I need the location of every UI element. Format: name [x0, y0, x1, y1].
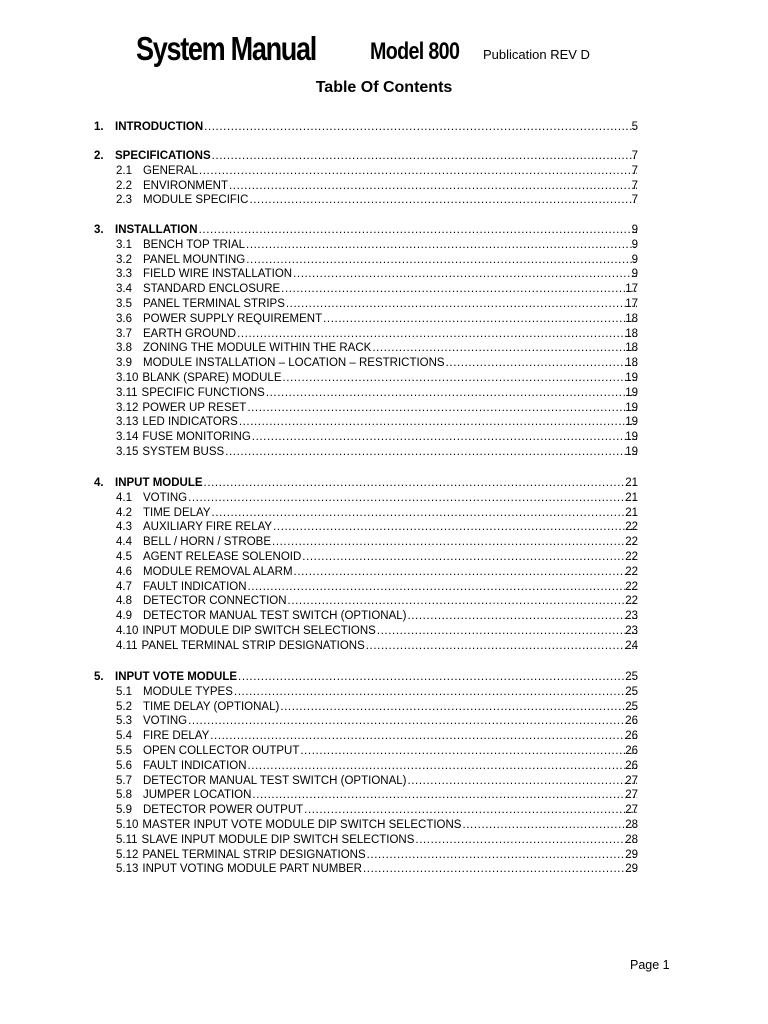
toc-entry — [143, 520, 638, 535]
dot-leader — [281, 282, 637, 297]
toc-subsection-row[interactable] — [0, 401, 768, 416]
subsection-title: FUSE MONITORING — [142, 431, 251, 444]
subsection-page-number: 23 — [625, 625, 638, 637]
subsection-title: PANEL TERMINAL STRIP DESIGNATIONS — [142, 848, 366, 861]
subsection-page-number: 28 — [625, 819, 638, 831]
subsection-number: 3.8 — [116, 342, 132, 355]
toc-entry — [143, 550, 638, 565]
dot-leader — [377, 624, 637, 639]
toc-entry — [116, 624, 638, 639]
toc-subsection-row[interactable] — [0, 491, 768, 506]
subsection-title: PANEL TERMINAL STRIP DESIGNATIONS — [141, 639, 365, 652]
subsection-title: JUMPER LOCATION — [143, 789, 252, 802]
subsection-page-number: 22 — [625, 565, 638, 578]
toc-subsection-row[interactable] — [0, 327, 768, 342]
subsection-number: 3.15 — [116, 446, 139, 458]
subsection-title: TIME DELAY (OPTIONAL) — [143, 700, 280, 713]
toc-entry — [143, 609, 638, 624]
toc-entry — [116, 848, 638, 863]
section-number: 1. — [94, 121, 104, 133]
subsection-title: PANEL TERMINAL STRIPS — [143, 298, 285, 310]
subsection-number: 3.2 — [116, 253, 132, 266]
section-title: INPUT VOTE MODULE — [115, 671, 238, 683]
dot-leader — [288, 594, 637, 609]
subsection-title: BELL / HORN / STROBE — [143, 536, 272, 549]
section-title: INSTALLATION — [115, 224, 198, 236]
subsection-number: 3.1 — [116, 238, 132, 251]
subsection-number: 3.4 — [116, 283, 132, 296]
section-number: 5. — [94, 671, 104, 683]
toc-entry — [143, 312, 638, 327]
toc-entry — [143, 267, 638, 282]
toc-entry — [143, 565, 638, 580]
toc-entry — [143, 580, 638, 595]
subsection-title: SYSTEM BUSS — [142, 446, 225, 458]
dot-leader — [407, 609, 637, 624]
subsection-number: 3.3 — [116, 268, 132, 281]
toc-subsection-row[interactable] — [0, 580, 768, 595]
subsection-page-number: 27 — [625, 789, 638, 802]
subsection-title: INPUT MODULE DIP SWITCH SELECTIONS — [142, 625, 376, 637]
toc-subsection-row[interactable] — [0, 609, 768, 624]
toc-entry — [143, 164, 638, 179]
subsection-title: FIELD WIRE INSTALLATION — [143, 268, 293, 281]
toc-subsection-row[interactable] — [0, 639, 768, 654]
section-page-number: 25 — [625, 671, 638, 683]
toc-entry — [143, 744, 638, 759]
toc-subsection-row[interactable] — [0, 803, 768, 818]
section-page-number: 5 — [631, 121, 638, 133]
dot-leader — [237, 327, 637, 342]
subsection-page-number: 24 — [625, 639, 638, 652]
toc-subsection-row[interactable] — [0, 565, 768, 580]
dot-leader — [363, 862, 637, 877]
toc-entry — [143, 803, 638, 818]
toc-entry — [143, 193, 638, 208]
toc-subsection-row[interactable] — [0, 744, 768, 759]
subsection-number: 4.11 — [116, 639, 138, 652]
subsection-title: LED INDICATORS — [142, 416, 238, 429]
subsection-number: 2.1 — [116, 164, 132, 177]
dot-leader — [323, 312, 637, 327]
dot-leader — [273, 520, 637, 535]
subsection-number: 4.3 — [116, 521, 132, 534]
toc-subsection-row[interactable] — [0, 700, 768, 715]
toc-entry — [143, 774, 638, 789]
toc-section-row[interactable] — [0, 120, 768, 135]
toc-subsection-row[interactable] — [0, 520, 768, 535]
subsection-number: 4.8 — [116, 595, 132, 608]
subsection-title: MODULE SPECIFIC — [143, 194, 249, 207]
toc-subsection-row[interactable] — [0, 193, 768, 208]
subsection-number: 4.9 — [116, 610, 132, 623]
toc-entry — [143, 356, 638, 371]
section-title: INTRODUCTION — [115, 121, 204, 133]
subsection-title: DETECTOR MANUAL TEST SWITCH (OPTIONAL) — [143, 774, 407, 787]
section-page-number: 21 — [625, 477, 638, 489]
toc-entry — [116, 862, 638, 877]
dot-leader — [304, 803, 637, 818]
dot-leader — [234, 685, 637, 700]
toc-section-row[interactable] — [0, 223, 768, 238]
subsection-page-number: 7 — [631, 179, 638, 192]
dot-leader — [462, 818, 637, 833]
subsection-page-number: 25 — [625, 700, 638, 713]
dot-leader — [188, 491, 637, 506]
subsection-page-number: 22 — [625, 551, 638, 563]
subsection-number: 5.12 — [116, 848, 139, 861]
subsection-title: ENVIRONMENT — [143, 179, 228, 192]
subsection-title: MODULE TYPES — [143, 685, 233, 698]
toc-entry — [143, 506, 638, 521]
subsection-number: 4.2 — [116, 506, 132, 519]
toc-subsection-row[interactable] — [0, 848, 768, 863]
toc-subsection-row[interactable] — [0, 714, 768, 729]
dot-leader — [246, 253, 637, 268]
toc-title: Table Of Contents — [315, 79, 453, 96]
toc-entry — [115, 223, 638, 238]
dot-leader — [212, 506, 637, 521]
subsection-number: 4.5 — [116, 551, 132, 563]
dot-leader — [199, 164, 637, 179]
toc-subsection-row[interactable] — [0, 179, 768, 194]
toc-entry — [116, 401, 638, 416]
subsection-page-number: 18 — [625, 342, 638, 355]
section-page-number: 9 — [631, 224, 638, 236]
subsection-number: 4.10 — [116, 625, 139, 637]
subsection-number: 4.4 — [116, 536, 132, 549]
subsection-number: 5.9 — [116, 804, 132, 817]
toc-subsection-row[interactable] — [0, 445, 768, 460]
subsection-page-number: 29 — [625, 863, 638, 876]
subsection-page-number: 21 — [625, 491, 638, 504]
section-number: 3. — [94, 224, 104, 236]
subsection-number: 5.5 — [116, 745, 132, 757]
toc-entry — [143, 729, 638, 744]
subsection-number: 5.11 — [116, 833, 138, 846]
subsection-title: FAULT INDICATION — [143, 759, 247, 772]
subsection-page-number: 22 — [625, 521, 638, 534]
toc-entry — [115, 476, 638, 491]
toc-subsection-row[interactable] — [0, 818, 768, 833]
toc-subsection-row[interactable] — [0, 253, 768, 268]
toc-entry — [143, 327, 638, 342]
dot-leader — [293, 267, 637, 282]
subsection-title: MASTER INPUT VOTE MODULE DIP SWITCH SELECTIONS — [142, 819, 462, 831]
subsection-number: 5.1 — [116, 685, 132, 698]
dot-leader — [372, 341, 637, 356]
dot-leader — [366, 639, 637, 654]
subsection-title: GENERAL — [143, 164, 198, 177]
subsection-page-number: 7 — [631, 164, 638, 177]
dot-leader — [225, 445, 637, 460]
toc-entry — [116, 371, 638, 386]
toc-entry — [116, 430, 638, 445]
subsection-number: 3.6 — [116, 312, 132, 325]
toc-entry — [143, 297, 638, 312]
toc-subsection-row[interactable] — [0, 238, 768, 253]
toc-entry — [116, 639, 638, 654]
toc-subsection-row[interactable] — [0, 550, 768, 565]
toc-entry — [143, 700, 638, 715]
dot-leader — [239, 415, 637, 430]
toc-entry — [116, 445, 638, 460]
dot-leader — [300, 744, 637, 759]
subsection-page-number: 9 — [631, 238, 638, 251]
toc-subsection-row[interactable] — [0, 862, 768, 877]
section-number: 2. — [94, 150, 104, 162]
subsection-page-number: 22 — [625, 536, 638, 549]
toc-entry — [143, 179, 638, 194]
subsection-page-number: 9 — [631, 253, 638, 266]
subsection-title: AGENT RELEASE SOLENOID — [143, 551, 302, 563]
subsection-page-number: 18 — [625, 327, 638, 340]
dot-leader — [302, 550, 637, 565]
subsection-title: AUXILIARY FIRE RELAY — [143, 521, 273, 534]
toc-entry — [115, 670, 638, 685]
dot-leader — [188, 714, 637, 729]
toc-subsection-row[interactable] — [0, 729, 768, 744]
toc-subsection-row[interactable] — [0, 685, 768, 700]
toc-entry — [143, 535, 638, 550]
subsection-title: TIME DELAY — [143, 506, 211, 519]
subsection-number: 4.1 — [116, 491, 132, 504]
subsection-number: 3.11 — [116, 386, 138, 399]
toc-subsection-row[interactable] — [0, 282, 768, 297]
toc-subsection-row[interactable] — [0, 788, 768, 803]
subsection-title: DETECTOR MANUAL TEST SWITCH (OPTIONAL) — [143, 610, 407, 623]
subsection-page-number: 25 — [625, 685, 638, 698]
dot-leader — [248, 580, 637, 595]
dot-leader — [283, 371, 638, 386]
subsection-number: 3.10 — [116, 372, 139, 384]
page-number: Page 1 — [630, 958, 670, 972]
subsection-number: 3.12 — [116, 401, 139, 414]
subsection-number: 5.7 — [116, 774, 132, 787]
toc-entry — [115, 120, 638, 135]
dot-leader — [238, 670, 637, 685]
toc-subsection-row[interactable] — [0, 506, 768, 521]
publication-revision: Publication REV D — [483, 47, 590, 62]
subsection-page-number: 9 — [631, 268, 638, 281]
subsection-title: INPUT VOTING MODULE PART NUMBER — [142, 863, 362, 876]
subsection-page-number: 18 — [625, 357, 638, 370]
subsection-page-number: 19 — [625, 446, 638, 458]
subsection-number: 5.3 — [116, 715, 132, 728]
subsection-number: 5.8 — [116, 789, 132, 802]
toc-subsection-row[interactable] — [0, 415, 768, 430]
subsection-page-number: 27 — [625, 774, 638, 787]
dot-leader — [252, 430, 637, 445]
toc-entry — [143, 341, 638, 356]
subsection-number: 5.13 — [116, 863, 139, 876]
subsection-number: 2.2 — [116, 179, 132, 192]
toc-entry — [143, 714, 638, 729]
subsection-title: BLANK (SPARE) MODULE — [142, 372, 282, 384]
dot-leader — [247, 401, 637, 416]
toc-entry — [143, 594, 638, 609]
toc-subsection-row[interactable] — [0, 356, 768, 371]
subsection-title: PANEL MOUNTING — [143, 253, 246, 266]
dot-leader — [272, 535, 637, 550]
dot-leader — [249, 193, 637, 208]
dot-leader — [204, 120, 637, 135]
toc-subsection-row[interactable] — [0, 297, 768, 312]
toc-entry — [143, 788, 638, 803]
subsection-title: OPEN COLLECTOR OUTPUT — [143, 745, 300, 757]
toc-subsection-row[interactable] — [0, 267, 768, 282]
toc-subsection-row[interactable] — [0, 341, 768, 356]
toc-entry — [115, 149, 638, 164]
subsection-number: 2.3 — [116, 194, 132, 207]
toc-subsection-row[interactable] — [0, 759, 768, 774]
toc-subsection-row[interactable] — [0, 535, 768, 550]
subsection-title: VOTING — [143, 491, 188, 504]
toc-entry — [143, 685, 638, 700]
dot-leader — [294, 565, 637, 580]
toc-entry — [143, 253, 638, 268]
toc-entry — [116, 818, 638, 833]
toc-entry — [116, 833, 638, 848]
dot-leader — [280, 700, 637, 715]
document-header — [136, 28, 696, 76]
subsection-page-number: 19 — [625, 372, 638, 384]
dot-leader — [199, 223, 637, 238]
subsection-page-number: 29 — [625, 848, 638, 861]
subsection-number: 4.6 — [116, 565, 132, 578]
subsection-page-number: 18 — [625, 312, 638, 325]
subsection-page-number: 26 — [625, 730, 638, 743]
subsection-title: ZONING THE MODULE WITHIN THE RACK — [143, 342, 372, 355]
subsection-number: 5.4 — [116, 730, 132, 743]
toc-subsection-row[interactable] — [0, 833, 768, 848]
toc-section-row[interactable] — [0, 670, 768, 685]
toc-subsection-row[interactable] — [0, 774, 768, 789]
toc-subsection-row[interactable] — [0, 594, 768, 609]
section-title: INPUT MODULE — [115, 477, 203, 489]
subsection-title: BENCH TOP TRIAL — [143, 238, 246, 251]
model-name: Model 800 — [370, 38, 460, 65]
subsection-page-number: 19 — [625, 431, 638, 444]
toc-section-row[interactable] — [0, 149, 768, 164]
subsection-number: 5.10 — [116, 819, 139, 831]
subsection-page-number: 27 — [625, 804, 638, 817]
subsection-page-number: 19 — [625, 416, 638, 429]
subsection-page-number: 7 — [631, 194, 638, 207]
subsection-page-number: 23 — [625, 610, 638, 623]
toc-entry — [143, 491, 638, 506]
subsection-page-number: 28 — [625, 833, 638, 846]
dot-leader — [286, 297, 637, 312]
toc-subsection-row[interactable] — [0, 371, 768, 386]
subsection-title: POWER SUPPLY REQUIREMENT — [143, 312, 323, 325]
toc-subsection-row[interactable] — [0, 624, 768, 639]
subsection-title: POWER UP RESET — [142, 401, 247, 414]
subsection-title: SLAVE INPUT MODULE DIP SWITCH SELECTIONS — [141, 833, 415, 846]
dot-leader — [415, 833, 637, 848]
toc-entry — [116, 386, 638, 401]
subsection-title: MODULE REMOVAL ALARM — [143, 565, 293, 578]
dot-leader — [210, 729, 637, 744]
subsection-page-number: 19 — [625, 401, 638, 414]
subsection-title: STANDARD ENCLOSURE — [143, 283, 281, 296]
dot-leader — [446, 356, 637, 371]
dot-leader — [229, 179, 637, 194]
subsection-number: 4.7 — [116, 580, 132, 593]
subsection-page-number: 26 — [625, 745, 638, 757]
toc-section-row[interactable] — [0, 476, 768, 491]
dot-leader — [252, 788, 637, 803]
toc-entry — [116, 415, 638, 430]
dot-leader — [266, 386, 637, 401]
subsection-title: EARTH GROUND — [143, 327, 237, 340]
subsection-page-number: 22 — [625, 580, 638, 593]
subsection-page-number: 19 — [625, 386, 638, 399]
subsection-number: 3.5 — [116, 298, 132, 310]
toc-entry — [143, 238, 638, 253]
section-page-number: 7 — [631, 150, 638, 162]
subsection-number: 3.14 — [116, 431, 139, 444]
subsection-number: 3.7 — [116, 327, 132, 340]
dot-leader — [367, 848, 637, 863]
subsection-title: DETECTOR POWER OUTPUT — [143, 804, 304, 817]
toc-subsection-row[interactable] — [0, 164, 768, 179]
subsection-title: SPECIFIC FUNCTIONS — [141, 386, 265, 399]
subsection-title: MODULE INSTALLATION – LOCATION – RESTRICTIONS — [143, 357, 445, 370]
subsection-number: 5.2 — [116, 700, 132, 713]
dot-leader — [248, 759, 637, 774]
subsection-number: 3.9 — [116, 357, 132, 370]
dot-leader — [212, 149, 637, 164]
manual-title: System Manual — [136, 30, 316, 67]
toc-subsection-row[interactable] — [0, 430, 768, 445]
subsection-page-number: 21 — [625, 506, 638, 519]
dot-leader — [407, 774, 637, 789]
toc-entry — [143, 759, 638, 774]
subsection-page-number: 22 — [625, 595, 638, 608]
toc-subsection-row[interactable] — [0, 386, 768, 401]
toc-subsection-row[interactable] — [0, 312, 768, 327]
section-title: SPECIFICATIONS — [115, 150, 211, 162]
subsection-title: VOTING — [143, 715, 188, 728]
subsection-page-number: 17 — [625, 283, 638, 296]
subsection-number: 5.6 — [116, 759, 132, 772]
dot-leader — [204, 476, 637, 491]
toc-entry — [143, 282, 638, 297]
subsection-page-number: 26 — [625, 759, 638, 772]
section-number: 4. — [94, 477, 104, 489]
subsection-page-number: 17 — [625, 298, 638, 310]
dot-leader — [246, 238, 637, 253]
subsection-title: DETECTOR CONNECTION — [143, 595, 287, 608]
subsection-number: 3.13 — [116, 416, 139, 429]
subsection-title: FAULT INDICATION — [143, 580, 247, 593]
subsection-title: FIRE DELAY — [143, 730, 210, 743]
subsection-page-number: 26 — [625, 715, 638, 728]
